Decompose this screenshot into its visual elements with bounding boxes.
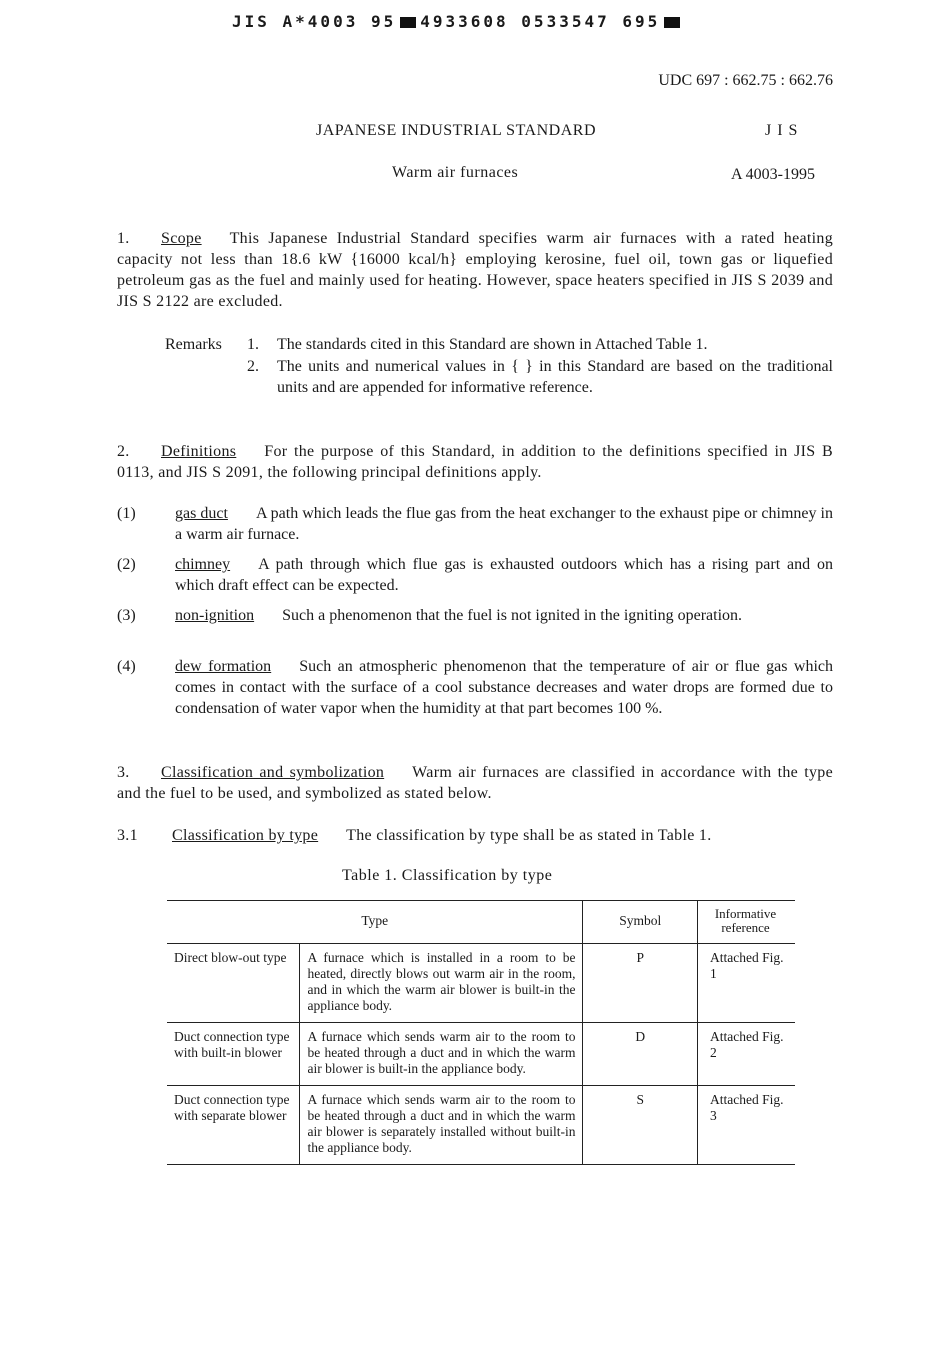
cell-symbol: P [582,944,698,1023]
cell-reference: Attached Fig. 2 [698,1023,795,1086]
section-text: Warm air furnaces are classified in accordance with the type and the fuel to be used, and symbolized as stated below. [117,764,833,802]
section-text: This Japanese Industrial Standard specifies warm air furnaces with a rated heating capacity not less than 18.6 kW {16000 kcal/h} employing kerosine, fuel oil, town gas or liquefied petroleum gas as the fuel and mainly used for heating. However, space heaters specified in JIS S 2039 and JIS S 2122 are excluded. [117,230,833,310]
classification-table [167,900,795,1165]
table-caption: Table 1. Classification by type [342,867,553,884]
table-header-row [167,901,795,944]
standard-title: JAPANESE INDUSTRIAL STANDARD [316,122,596,139]
cell-type: Duct connection type with separate blower [167,1086,300,1165]
definition-number: (3) [117,607,136,624]
remark-item [165,356,833,398]
section-scope [117,228,833,312]
section-heading: Scope [161,230,202,247]
section-text: For the purpose of this Standard, in addition to the definitions specified in JIS B 0113, and JIS S 2091, the following principal definitions apply. [117,443,833,481]
cell-description: A furnace which sends warm air to the room to be heated through a duct and in which the warm air blower is built-in the appliance body. [300,1023,582,1086]
table-row [167,1023,795,1086]
definition-number: (2) [117,556,136,573]
remark-item [165,334,833,355]
definition-item [117,503,833,545]
definition-item [117,605,833,626]
cell-type: Direct blow-out type [167,944,300,1023]
black-block-mark [664,17,680,28]
section-number: 1. [117,230,130,247]
section-heading: Definitions [161,443,237,460]
remarks-label: Remarks [165,336,222,353]
cell-type: Duct connection type with built-in blower [167,1023,300,1086]
definition-term: gas duct [175,505,228,522]
definition-number: (1) [117,505,136,522]
definition-number: (4) [117,658,136,675]
definition-text: Such a phenomenon that the fuel is not ignited in the igniting operation. [282,607,743,624]
definition-item [117,554,833,596]
cell-symbol: S [582,1086,698,1165]
black-block-mark [400,17,416,28]
header-type: Type [167,901,582,944]
section-number: 3. [117,764,130,781]
table-row [167,1086,795,1165]
document-title: Warm air furnaces [392,164,519,181]
cell-reference: Attached Fig. 3 [698,1086,795,1165]
remark-number: 1. [247,336,259,353]
definition-text: Such an atmospheric phenomenon that the temperature of air or flue gas which comes in contact with the surface of a cool substance decreases and water drops are formed due to condensation of water vapor when the humidity at that part becomes 100 %. [175,658,834,717]
section-classification-by-type [117,825,833,846]
cell-description: A furnace which is installed in a room to be heated, directly blows out warm air in the room, and in which the warm air blower is built-in the appliance body. [300,944,582,1023]
jis-mark: JIS [765,122,804,139]
cell-description: A furnace which sends warm air to the room to be heated through a duct and in which the warm air blower is separately installed without built-in the appliance body. [300,1086,582,1165]
section-classification [117,762,833,804]
remark-text: The units and numerical values in { } in this Standard are based on the traditional units and are appended for informative reference. [277,358,833,396]
remark-number: 2. [247,358,259,375]
definition-term: dew formation [175,658,272,675]
definition-text: A path through which flue gas is exhausted outdoors which has a rising part and on which draft effect can be expected. [175,556,833,594]
cell-symbol: D [582,1023,698,1086]
document-code-left: JIS A*4003 95 [232,12,397,31]
definition-term: non-ignition [175,607,255,624]
header-reference: Informative reference [698,901,795,944]
section-number: 2. [117,443,130,460]
document-code-line [232,12,684,31]
definition-term: chimney [175,556,231,573]
definition-item [117,656,833,719]
cell-reference: Attached Fig. 1 [698,944,795,1023]
header-symbol: Symbol [582,901,698,944]
section-heading: Classification and symbolization [161,764,385,781]
remark-text: The standards cited in this Standard are shown in Attached Table 1. [277,336,708,353]
remarks [165,334,833,399]
document-number: A 4003-1995 [731,166,815,183]
definition-text: A path which leads the flue gas from the heat exchanger to the exhaust pipe or chimney in a warm air furnace. [175,505,834,543]
document-code-right: 4933608 0533547 695 [420,12,661,31]
udc-number: UDC 697 : 662.75 : 662.76 [658,72,833,89]
section-definitions [117,441,833,483]
section-text: The classification by type shall be as stated in Table 1. [346,827,712,844]
section-number: 3.1 [117,827,138,844]
table-row [167,944,795,1023]
section-heading: Classification by type [172,827,319,844]
